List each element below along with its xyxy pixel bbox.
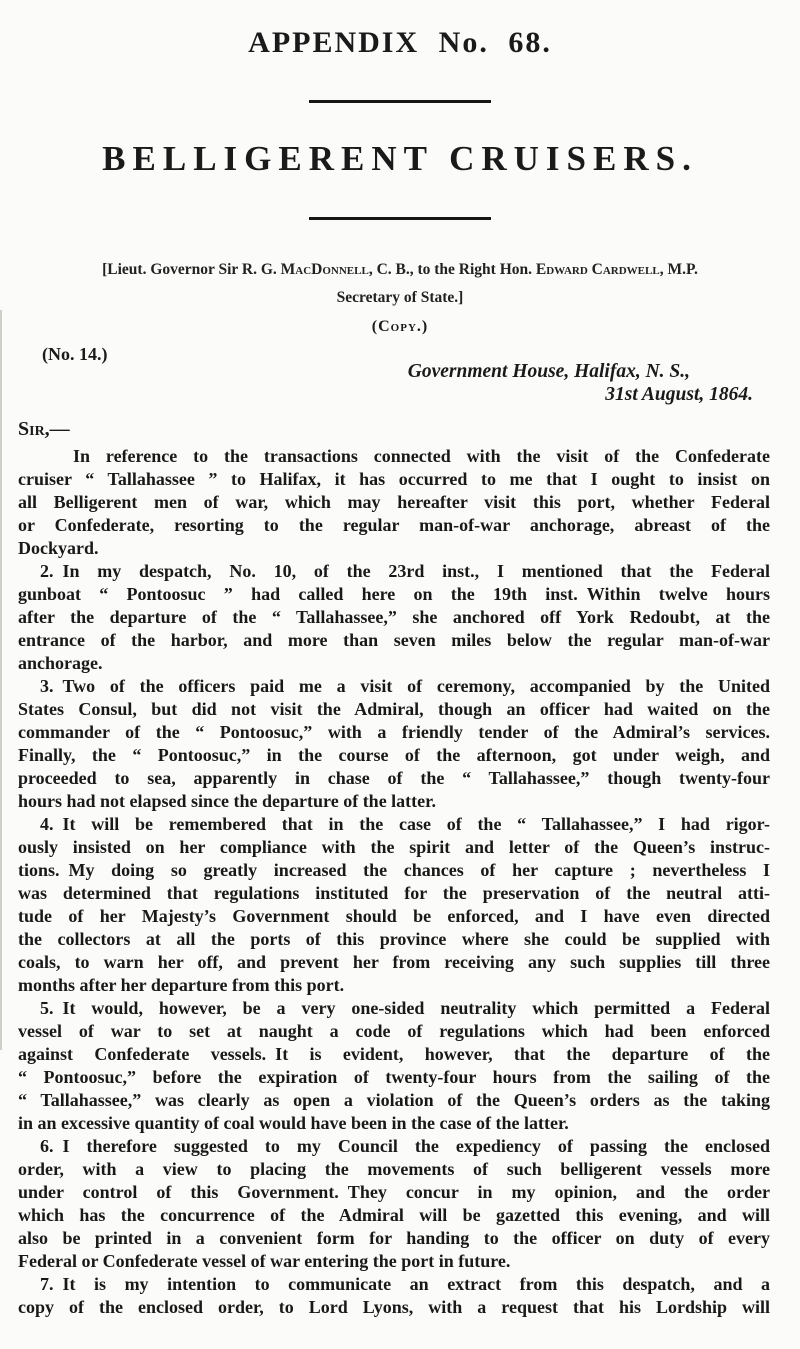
body-line: under control of this Government. They concur in my opinion, and the order bbox=[18, 1182, 770, 1202]
document-title: BELLIGERENT CRUISERS. bbox=[102, 139, 698, 178]
sender-name: MacDonnell bbox=[280, 261, 369, 278]
body-line: was determined that regulations instituted for the preservation of the neutral atti- bbox=[18, 883, 770, 903]
body-line: all Belligerent men of war, which may hereafter visit this port, whether Federal bbox=[18, 492, 770, 512]
body-line: 2. In my despatch, No. 10, of the 23rd inst., I mentioned that the Federal bbox=[40, 561, 770, 581]
body-line: copy of the enclosed order, to Lord Lyons, with a request that his Lordship will bbox=[18, 1297, 770, 1317]
body-line: 4. It will be remembered that in the case of the “ Tallahassee,” I had rigor- bbox=[40, 814, 770, 834]
body-line: or Confederate, resorting to the regular man-of-war anchorage, abreast of the bbox=[18, 515, 770, 535]
body-line: order, with a view to placing the movements of such belligerent vessels more bbox=[18, 1159, 770, 1179]
attribution-line-2: Secretary of State.] bbox=[336, 289, 464, 306]
copy-label: (Copy.) bbox=[371, 318, 429, 335]
body-line: proceeded to sea, apparently in chase of the “ Tallahassee,” though twenty-four bbox=[18, 768, 770, 788]
body-line: 3. Two of the officers paid me a visit of ceremony, accompanied by the United bbox=[40, 676, 770, 696]
salutation: Sir,— bbox=[18, 418, 70, 440]
body-line: In reference to the transactions connected with the visit of the Confederate bbox=[73, 446, 770, 466]
scan-edge-artifact bbox=[0, 310, 2, 1050]
recipient-name: Edward Cardwell bbox=[535, 261, 660, 278]
body-line: ously insisted on her compliance with the spirit and letter of the Queen’s instruc- bbox=[18, 837, 770, 857]
body-line: also be printed in a convenient form for handing to the officer on duty of every bbox=[18, 1228, 770, 1248]
body-line: vessel of war to set at naught a code of regulations which had been enforced bbox=[18, 1021, 770, 1041]
body-line: cruiser “ Tallahassee ” to Halifax, it has occurred to me that I ought to insist on bbox=[18, 469, 770, 489]
body-line: months after her departure from this port. bbox=[18, 975, 345, 995]
divider-rule-top bbox=[309, 100, 491, 103]
attribution-mid-text: , C. B., to the Right Hon. bbox=[368, 261, 536, 278]
body-line: entrance of the harbor, and more than seven miles below the regular man-of-war bbox=[18, 630, 770, 650]
body-line: Federal or Confederate vessel of war entering the port in future. bbox=[18, 1251, 511, 1271]
body-line: 5. It would, however, be a very one-sided neutrality which permitted a Federal bbox=[40, 998, 770, 1018]
despatch-number: (No. 14.) bbox=[42, 344, 108, 364]
body-line: 7. It is my intention to communicate an extract from this despatch, and a bbox=[40, 1274, 770, 1294]
attribution-post-text: , M.P. bbox=[659, 261, 698, 278]
attribution-line-1 bbox=[0, 256, 800, 284]
body-line: in an excessive quantity of coal would have been in the case of the latter. bbox=[18, 1113, 569, 1133]
letter-body bbox=[18, 445, 770, 1319]
attribution-pre-text: [Lieut. Governor Sir R. G. bbox=[102, 261, 281, 278]
body-line: 6. I therefore suggested to my Council the expediency of passing the enclosed bbox=[40, 1136, 770, 1156]
body-line: which has the concurrence of the Admiral will be gazetted this evening, and will bbox=[18, 1205, 770, 1225]
body-line: Finally, the “ Pontoosuc,” in the course of the afternoon, got under weigh, and bbox=[18, 745, 770, 765]
body-line: tude of her Majesty’s Government should be enforced, and I have even directed bbox=[18, 906, 770, 926]
divider-rule-bottom bbox=[309, 217, 491, 220]
attribution-note bbox=[0, 256, 800, 312]
body-line: commander of the “ Pontoosuc,” with a friendly tender of the Admiral’s services. bbox=[18, 722, 770, 742]
body-line: States Consul, but did not visit the Admiral, though an officer had waited on the bbox=[18, 699, 770, 719]
body-line: anchorage. bbox=[18, 653, 103, 673]
body-line: “ Tallahassee,” was clearly as open a violation of the Queen’s orders as the taking bbox=[18, 1090, 770, 1110]
body-line: gunboat “ Pontoosuc ” had called here on the 19th inst. Within twelve hours bbox=[18, 584, 770, 604]
dateline bbox=[0, 360, 800, 406]
body-line: against Confederate vessels. It is evident, however, that the departure of the bbox=[18, 1044, 770, 1064]
body-line: coals, to warn her off, and prevent her from receiving any such supplies till three bbox=[18, 952, 770, 972]
body-line: after the departure of the “ Tallahassee,” she anchored off York Redoubt, at the bbox=[18, 607, 770, 627]
appendix-heading: APPENDIX No. 68. bbox=[248, 26, 552, 59]
body-line: “ Pontoosuc,” before the expiration of twenty-four hours from the sailing of the bbox=[18, 1067, 770, 1087]
dateline-place: Government House, Halifax, N. S., bbox=[407, 361, 690, 382]
body-line: the collectors at all the ports of this province where she could be supplied with bbox=[18, 929, 770, 949]
body-line: hours had not elapsed since the departure of the latter. bbox=[18, 791, 436, 811]
letter-meta bbox=[0, 344, 800, 408]
body-line: Dockyard. bbox=[18, 538, 99, 558]
dateline-date: 31st August, 1864. bbox=[605, 384, 753, 405]
body-line: tions. My doing so greatly increased the chances of her capture ; nevertheless I bbox=[18, 860, 770, 880]
